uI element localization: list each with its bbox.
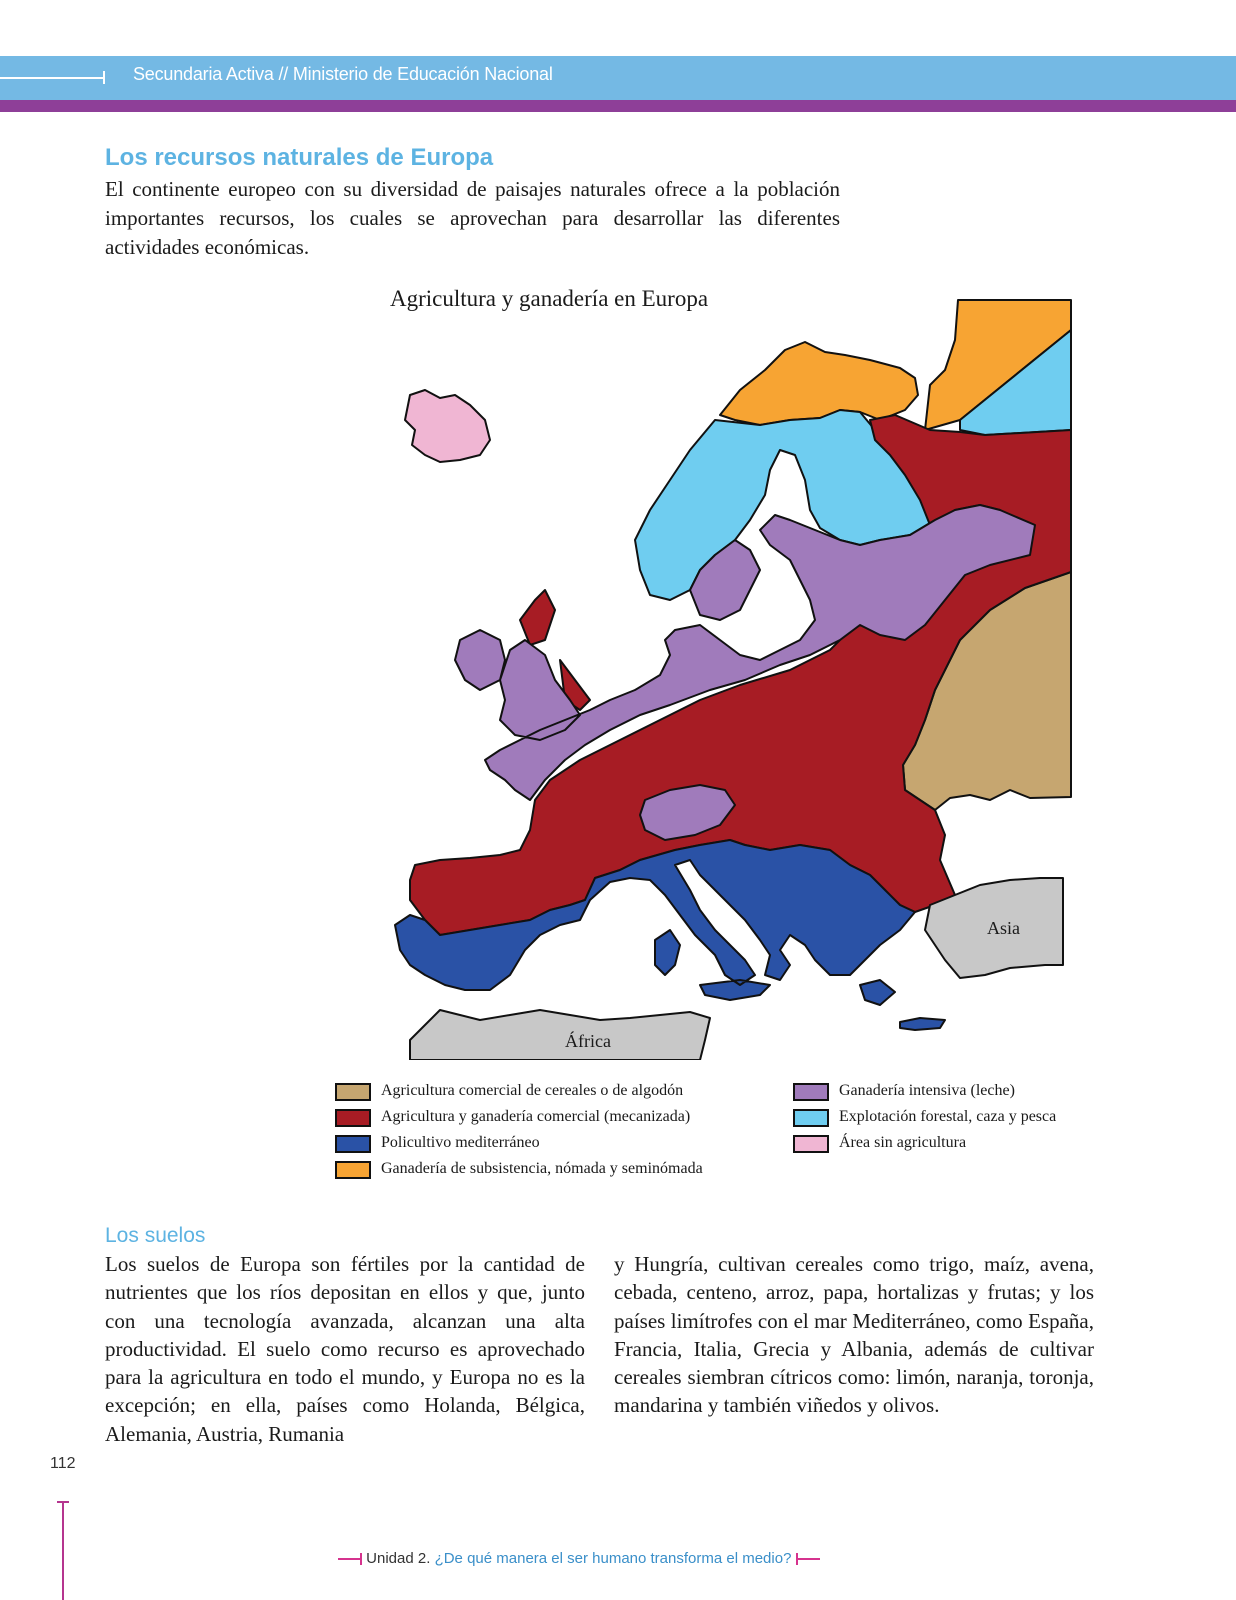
legend-swatch	[793, 1083, 829, 1101]
region-no-agriculture	[405, 390, 490, 462]
africa-label: África	[565, 1031, 611, 1051]
header-text: Secundaria Activa // Ministerio de Educación Nacional	[133, 64, 553, 84]
legend-swatch	[335, 1083, 371, 1101]
legend-swatch	[793, 1109, 829, 1127]
region-africa	[410, 1010, 710, 1060]
header-rule-tick	[103, 71, 105, 84]
header-stripe	[0, 100, 1236, 112]
footer	[338, 1550, 820, 1567]
map-title: Agricultura y ganadería en Europa	[390, 286, 709, 311]
europe-map	[380, 290, 1080, 1060]
legend-label: Área sin agricultura	[839, 1134, 967, 1151]
legend-label: Ganadería intensiva (leche)	[839, 1082, 1015, 1099]
footer-right-bar	[796, 1558, 820, 1560]
page-number: 112	[50, 1455, 76, 1472]
soils-column-2: y Hungría, cultivan cereales como trigo, maíz, avena, cebada, centeno, arroz, papa, hortalizas y frutas; y los países limítrofes con el mar Mediterráneo, como España, Francia, Italia, Grecia y Albania, además de cultivar cereales siembran cítricos como: limón, naranja, toronja, mandarina y también viñedos y olivos.	[614, 1252, 1094, 1418]
soils-column-1: Los suelos de Europa son fértiles por la cantidad de nutrientes que los ríos depositan en ellos y que, junto con una tecnología avanzada, alcanzan una alta productividad. El suelo como recurso es aprovechado para la agricultura en todo el mundo, y Europa no es la excepción; en ella, países como Holanda, Bélgica, Alemania, Austria, Rumania	[105, 1252, 585, 1446]
intro-paragraph: El continente europeo con su diversidad de paisajes naturales ofrece a la población importantes recursos, los cuales se aprovechan para desarrollar las diferentes actividades económicas.	[105, 177, 840, 259]
section-title: Los recursos naturales de Europa	[105, 144, 494, 171]
legend-swatch	[793, 1135, 829, 1153]
legend-swatch	[335, 1161, 371, 1179]
legend-label: Ganadería de subsistencia, nómada y seminómada	[381, 1160, 703, 1177]
footer-left-bar	[338, 1558, 362, 1560]
header-rule	[0, 77, 105, 79]
soils-title: Los suelos	[105, 1224, 206, 1247]
footer-unit: Unidad 2.	[366, 1550, 431, 1567]
legend-label: Agricultura comercial de cereales o de algodón	[381, 1082, 684, 1099]
legend-label: Explotación forestal, caza y pesca	[839, 1108, 1057, 1125]
asia-label: Asia	[987, 918, 1020, 938]
legend-label: Agricultura y ganadería comercial (mecanizada)	[381, 1108, 691, 1125]
margin-line	[62, 1502, 64, 1600]
legend-label: Policultivo mediterráneo	[381, 1134, 540, 1151]
legend-swatch	[335, 1109, 371, 1127]
footer-question: ¿De qué manera el ser humano transforma el medio?	[434, 1550, 792, 1567]
legend-swatch	[335, 1135, 371, 1153]
